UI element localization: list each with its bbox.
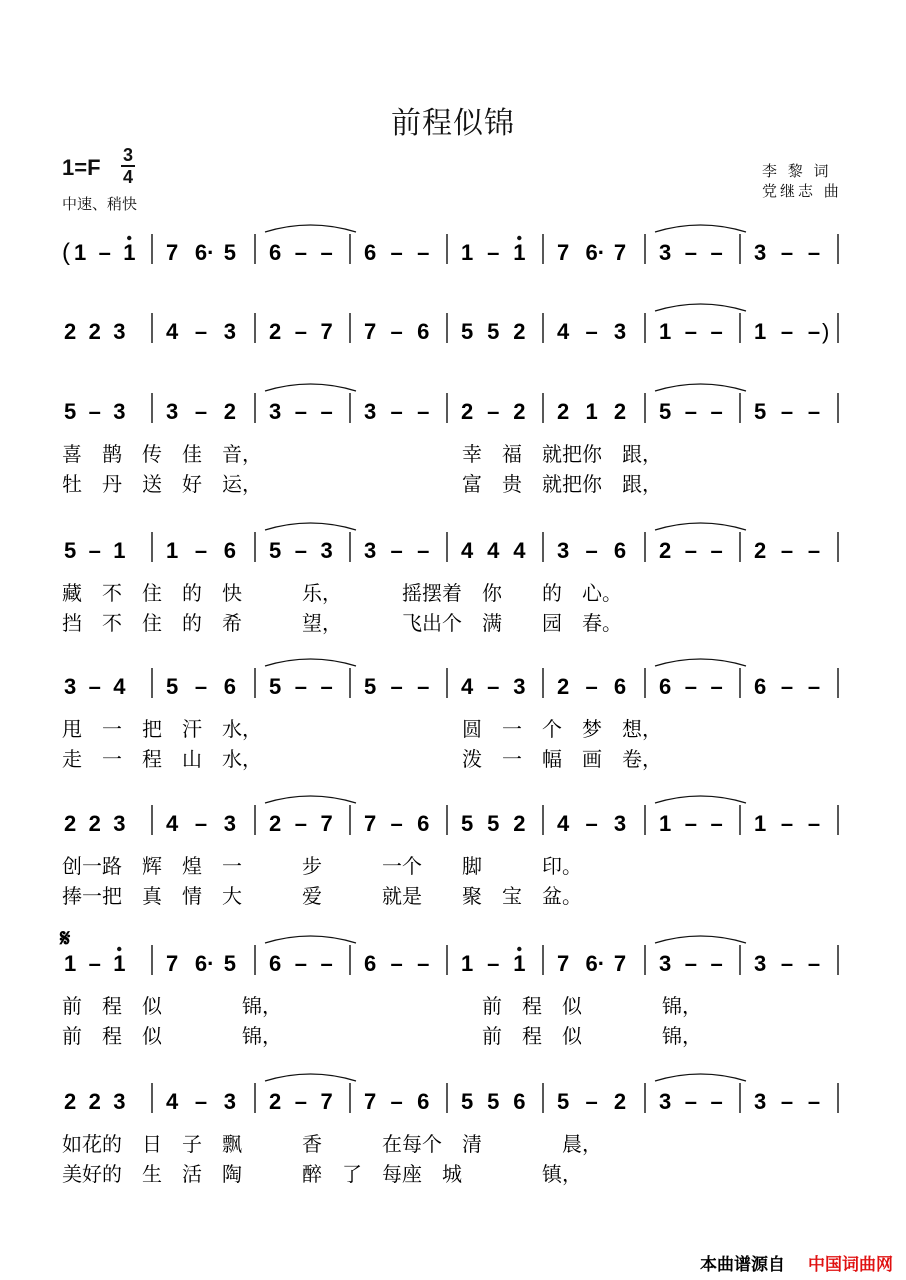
note: – [88, 951, 101, 976]
tie-arc [655, 936, 746, 943]
note: 3 [659, 240, 672, 265]
note: – [88, 399, 101, 424]
note: 2 [659, 538, 672, 563]
note: – [585, 538, 598, 563]
note: – [487, 240, 500, 265]
note: 4 [557, 811, 570, 836]
note: 5 [223, 951, 236, 976]
note: – [684, 951, 698, 976]
note: 6 [223, 538, 236, 563]
note: – [780, 674, 794, 699]
note: – [417, 399, 430, 424]
footer-site-link[interactable]: 中国词曲网 [808, 1255, 893, 1275]
tie-arc [265, 523, 356, 530]
tie-arc [655, 384, 746, 391]
note: – [320, 399, 333, 424]
note: – [585, 1089, 598, 1114]
note: 1 [461, 240, 474, 265]
note: 7 [364, 811, 377, 836]
note: – [294, 951, 308, 976]
tempo-marking: 中速、稍快 [62, 195, 138, 213]
note: 2 [269, 811, 282, 836]
lyric-line: 如花的 日 子 飘 香 在每个 清 晨， [62, 1132, 602, 1156]
note: 1 [585, 399, 598, 424]
note: 2 [88, 1089, 101, 1114]
note: – [390, 319, 403, 344]
note: – [390, 538, 403, 563]
note: 3 [223, 811, 236, 836]
note: 1 [461, 951, 474, 976]
note: – [294, 240, 308, 265]
composer-credit: 党继志 曲 [762, 182, 842, 200]
note: – [710, 319, 723, 344]
note: 7 [613, 951, 627, 976]
note: 5 [64, 538, 77, 563]
note: 1 [754, 319, 767, 344]
note: 6 [417, 319, 430, 344]
tie-arc [655, 796, 746, 803]
note: – [710, 1089, 723, 1114]
note: – [684, 1089, 698, 1114]
bracket-open: ( [62, 239, 70, 266]
note: 3 [659, 1089, 672, 1114]
note: 3 [223, 319, 236, 344]
note: 1 [123, 240, 136, 265]
note: – [780, 240, 794, 265]
note: – [88, 538, 101, 563]
lyric-line: 藏 不 住 的 快 乐， 摇摆着 你 的 心。 [62, 581, 622, 605]
note: 1 [166, 538, 179, 563]
note: 2 [557, 399, 570, 424]
bracket-close: ) [822, 319, 830, 344]
note: 2 [64, 1089, 77, 1114]
note: 5 [269, 674, 282, 699]
note: 1 [754, 811, 767, 836]
note: – [417, 674, 430, 699]
note: 7 [557, 240, 570, 265]
note: – [194, 811, 208, 836]
time-signature-top: 3 [122, 145, 133, 165]
note: – [487, 674, 500, 699]
note: 2 [613, 399, 627, 424]
note: 1 [513, 951, 526, 976]
note: 6 [659, 674, 672, 699]
note: 3 [113, 319, 126, 344]
note: 4 [166, 1089, 179, 1114]
note: 7 [557, 951, 570, 976]
note: 5 [461, 319, 474, 344]
note: – [294, 538, 308, 563]
note: 6· [194, 951, 215, 976]
note: – [390, 399, 403, 424]
lyric-line: 美好的 生 活 陶 醉 了 每座 城 镇， [62, 1162, 582, 1186]
lyric-line: 前 程 似 锦， 前 程 似 锦， [62, 1024, 702, 1048]
note: 5 [166, 674, 179, 699]
note: – [417, 538, 430, 563]
note: – [320, 951, 333, 976]
segno-sign: 𝄋 [60, 924, 71, 952]
note: 7 [364, 1089, 377, 1114]
lyric-line: 甩 一 把 汗 水， 圆 一 个 梦 想， [62, 717, 662, 741]
note: 3 [113, 811, 126, 836]
note: – [585, 674, 598, 699]
note: 6 [223, 674, 236, 699]
note: – [807, 811, 821, 836]
note: 2 [754, 538, 767, 563]
note: 6 [613, 674, 627, 699]
note: – [807, 319, 821, 344]
note: 6 [417, 1089, 430, 1114]
note: – [417, 951, 430, 976]
note: – [88, 674, 101, 699]
note: 2 [513, 811, 526, 836]
note: 2 [88, 811, 101, 836]
note: 3 [166, 399, 179, 424]
note: – [710, 399, 723, 424]
lyric-line: 走 一 程 山 水， 泼 一 幅 画 卷， [62, 747, 662, 771]
note: 3 [613, 319, 627, 344]
note: 5 [364, 674, 377, 699]
note: 1 [113, 538, 126, 563]
note: 1 [513, 240, 526, 265]
note: 3 [113, 1089, 126, 1114]
note: – [294, 399, 308, 424]
note: – [780, 399, 794, 424]
note: 4 [166, 811, 179, 836]
note: 3 [659, 951, 672, 976]
note: – [780, 538, 794, 563]
note: – [807, 240, 821, 265]
tie-arc [655, 1074, 746, 1081]
lyric-line: 喜 鹊 传 佳 音， 幸 福 就把你 跟， [62, 442, 662, 466]
tie-arc [655, 304, 746, 311]
note: – [710, 811, 723, 836]
note: 2 [223, 399, 236, 424]
note: – [780, 1089, 794, 1114]
note: 3 [557, 538, 570, 563]
note: 4 [461, 674, 474, 699]
note: 1 [659, 319, 672, 344]
note: – [780, 811, 794, 836]
note: – [294, 319, 308, 344]
tie-arc [265, 796, 356, 803]
note: – [780, 319, 794, 344]
note: 3 [754, 1089, 767, 1114]
tie-arc [265, 936, 356, 943]
note: – [807, 674, 821, 699]
note: 7 [166, 240, 179, 265]
note: 3 [223, 1089, 236, 1114]
note: 4 [487, 538, 500, 563]
note: 4 [557, 319, 570, 344]
tie-arc [655, 523, 746, 530]
note: – [585, 811, 598, 836]
note: 3 [364, 399, 377, 424]
note: 5 [659, 399, 672, 424]
lyric-line: 前 程 似 锦， 前 程 似 锦， [62, 994, 702, 1018]
note: – [417, 240, 430, 265]
tie-arc [265, 1074, 356, 1081]
note: 3 [269, 399, 282, 424]
note: 5 [487, 811, 500, 836]
note: 6 [364, 240, 377, 265]
note: 1 [659, 811, 672, 836]
note: – [807, 538, 821, 563]
note: 6 [513, 1089, 526, 1114]
time-signature-bottom: 4 [122, 167, 133, 187]
note: 2 [269, 319, 282, 344]
note: 3 [64, 674, 77, 699]
note: – [710, 240, 723, 265]
note: 7 [320, 319, 333, 344]
note: – [807, 951, 821, 976]
note: – [684, 399, 698, 424]
note: 7 [166, 951, 179, 976]
note: 6 [269, 240, 282, 265]
note: – [585, 319, 598, 344]
note: 3 [754, 240, 767, 265]
note: – [390, 240, 403, 265]
note: 1 [113, 951, 126, 976]
note: – [780, 951, 794, 976]
tie-arc [265, 225, 356, 232]
note: 2 [513, 399, 526, 424]
lyric-line: 牡 丹 送 好 运， 富 贵 就把你 跟， [62, 472, 662, 496]
note: 2 [88, 319, 101, 344]
note: 7 [613, 240, 627, 265]
note: 3 [613, 811, 627, 836]
note: – [390, 1089, 403, 1114]
tie-arc [655, 225, 746, 232]
note: 3 [513, 674, 526, 699]
note: 7 [320, 1089, 333, 1114]
note: 6 [364, 951, 377, 976]
note: 6 [613, 538, 627, 563]
note: – [710, 538, 723, 563]
note: – [98, 240, 111, 265]
note: 5 [461, 811, 474, 836]
note: – [684, 811, 698, 836]
note: 5 [461, 1089, 474, 1114]
note: 3 [320, 538, 333, 563]
note: 1 [74, 240, 87, 265]
note: 2 [613, 1089, 627, 1114]
note: 2 [461, 399, 474, 424]
footer-source: 本曲谱源自 [700, 1255, 785, 1275]
note: – [194, 538, 208, 563]
lyric-line: 挡 不 住 的 希 望， 飞出个 满 园 春。 [62, 611, 622, 635]
note: 6 [417, 811, 430, 836]
note: – [390, 674, 403, 699]
tie-arc [265, 384, 356, 391]
octave-dot [127, 236, 131, 240]
note: 5 [223, 240, 236, 265]
note: – [194, 399, 208, 424]
note: – [194, 1089, 208, 1114]
note: 2 [557, 674, 570, 699]
note: – [807, 1089, 821, 1114]
note: – [710, 674, 723, 699]
note: – [487, 951, 500, 976]
note: – [684, 319, 698, 344]
note: – [684, 674, 698, 699]
note: 7 [364, 319, 377, 344]
note: 4 [166, 319, 179, 344]
note: 2 [269, 1089, 282, 1114]
note: 5 [557, 1089, 570, 1114]
note: 6 [269, 951, 282, 976]
note: – [194, 674, 208, 699]
octave-dot [517, 947, 521, 951]
note: 1 [64, 951, 77, 976]
octave-dot [117, 947, 121, 951]
note: – [684, 538, 698, 563]
note: 4 [513, 538, 526, 563]
note: 6· [194, 240, 215, 265]
note: – [294, 1089, 308, 1114]
note: 6· [585, 240, 606, 265]
note: – [390, 951, 403, 976]
note: 6 [754, 674, 767, 699]
note: 6· [585, 951, 606, 976]
lyric-line: 捧一把 真 情 大 爱 就是 聚 宝 盆。 [62, 884, 582, 908]
key-signature: 1=F [62, 155, 101, 180]
note: 4 [113, 674, 126, 699]
note: – [710, 951, 723, 976]
note: – [487, 399, 500, 424]
note: – [684, 240, 698, 265]
note: 3 [113, 399, 126, 424]
tie-arc [265, 659, 356, 666]
note: – [390, 811, 403, 836]
lyric-line: 创一路 辉 煌 一 步 一个 脚 印。 [62, 854, 582, 878]
note: 5 [754, 399, 767, 424]
note: 5 [64, 399, 77, 424]
note: – [294, 674, 308, 699]
note: 4 [461, 538, 474, 563]
note: 2 [513, 319, 526, 344]
note: 2 [64, 811, 77, 836]
lyricist-credit: 李 黎 词 [762, 162, 832, 180]
note: 2 [64, 319, 77, 344]
note: – [294, 811, 308, 836]
page-title: 前程似锦 [391, 106, 515, 141]
note: 3 [754, 951, 767, 976]
note: 3 [364, 538, 377, 563]
note: 5 [487, 319, 500, 344]
octave-dot [517, 236, 521, 240]
note: 5 [269, 538, 282, 563]
tie-arc [655, 659, 746, 666]
note: – [320, 674, 333, 699]
note: 5 [487, 1089, 500, 1114]
note: – [320, 240, 333, 265]
note: 7 [320, 811, 333, 836]
note: – [194, 319, 208, 344]
note: – [807, 399, 821, 424]
